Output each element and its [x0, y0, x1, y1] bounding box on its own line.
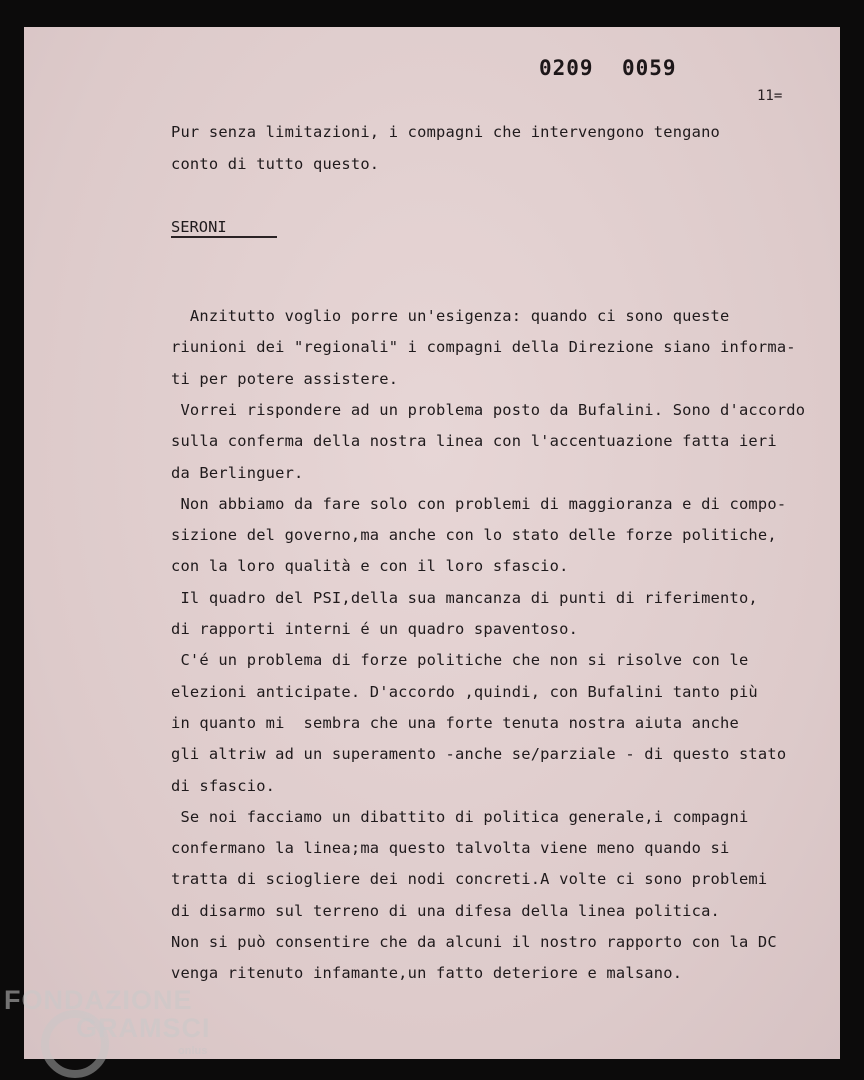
body-line: sulla conferma della nostra linea con l'accentuazione fatta ieri	[171, 432, 777, 450]
body-line: con la loro qualità e con il loro sfascio.	[171, 557, 569, 575]
body-line: riunioni dei "regionali" i compagni della Direzione siano informa-	[171, 338, 796, 356]
body-line: venga ritenuto infamante,un fatto deteriore e malsano.	[171, 964, 683, 982]
watermark-line3: onlus	[178, 1045, 208, 1057]
body-line: Non si può consentire che da alcuni il nostro rapporto con la DC	[171, 933, 777, 951]
body-line: Vorrei rispondere ad un problema posto da Bufalini. Sono d'accordo	[171, 401, 806, 419]
body-line: ti per potere assistere.	[171, 370, 399, 388]
file-number: 0059	[622, 56, 677, 80]
watermark-line2: GRAMSCI	[76, 1013, 211, 1043]
body-line: di disarmo sul terreno di una difesa della linea politica.	[171, 902, 721, 920]
body-line: confermano la linea;ma questo talvolta viene meno quando si	[171, 839, 730, 857]
intro-line: conto di tutto questo.	[171, 155, 380, 173]
body-line: C'é un problema di forze politiche che non si risolve con le	[171, 651, 749, 669]
body-line: di sfascio.	[171, 777, 276, 795]
watermark-line1: FONDAZIONE	[4, 985, 193, 1015]
body-line: di rapporti interni é un quadro spaventoso.	[171, 620, 579, 638]
body-line: da Berlinguer.	[171, 464, 304, 482]
archive-number: 0209	[539, 56, 594, 80]
body-line: tratta di sciogliere dei nodi concreti.A volte ci sono problemi	[171, 870, 768, 888]
body-line: gli altriw ad un superamento -anche se/parziale - di questo stato	[171, 745, 787, 763]
body-line: elezioni anticipate. D'accordo ,quindi, con Bufalini tanto più	[171, 683, 758, 701]
body-line: Non abbiamo da fare solo con problemi di maggioranza e di compo-	[171, 495, 787, 513]
body-line: Anzitutto voglio porre un'esigenza: quando ci sono queste	[171, 307, 730, 325]
speaker-underline	[171, 236, 277, 238]
speaker-heading: SERONI	[171, 218, 227, 236]
fondazione-gramsci-watermark	[4, 985, 234, 1080]
body-line: Il quadro del PSI,della sua mancanza di punti di riferimento,	[171, 589, 758, 607]
intro-line: Pur senza limitazioni, i compagni che intervengono tengano	[171, 123, 721, 141]
body-line: in quanto mi sembra che una forte tenuta nostra aiuta anche	[171, 714, 739, 732]
body-line: Se noi facciamo un dibattito di politica generale,i compagni	[171, 808, 749, 826]
body-line: sizione del governo,ma anche con lo stato delle forze politiche,	[171, 526, 777, 544]
page-marker: 11=	[757, 88, 783, 104]
